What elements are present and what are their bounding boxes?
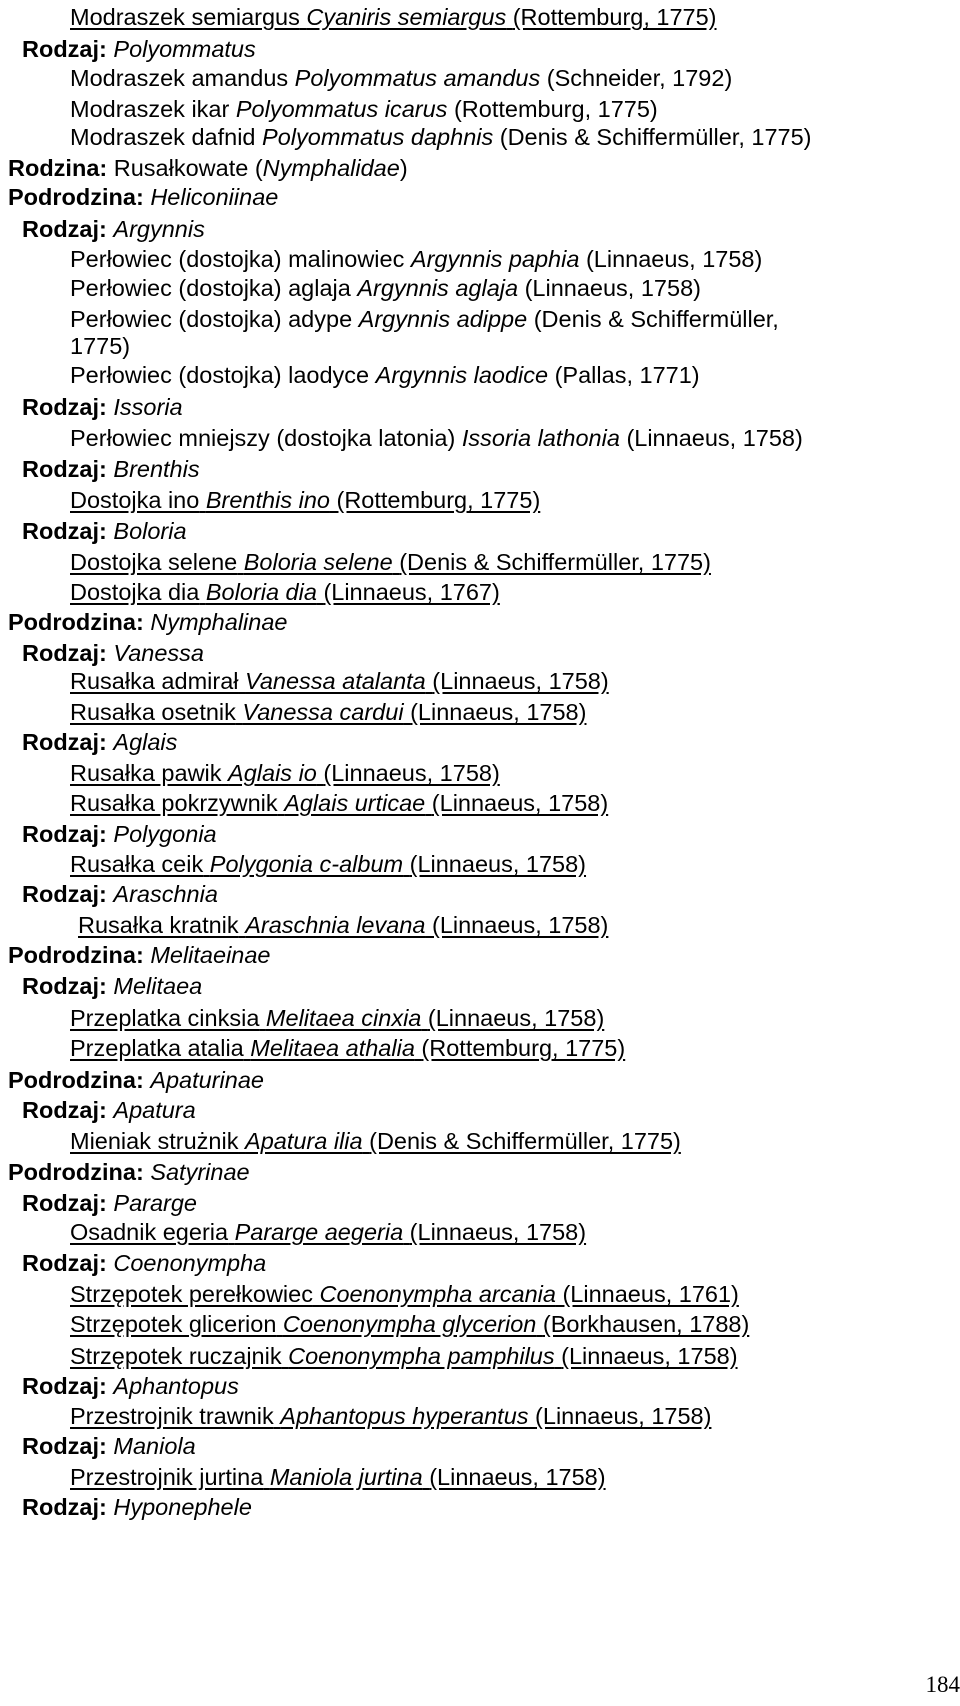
- genus-row: [22, 516, 187, 546]
- species-latin-name: Issoria lathonia: [461, 425, 620, 451]
- species-row: [70, 244, 762, 274]
- species-row: [70, 666, 609, 696]
- species-common-name: Rusałka pawik: [70, 760, 222, 786]
- species-entry: [70, 1005, 604, 1031]
- rank-label: Rodzaj:: [22, 394, 107, 420]
- rank-label: Rodzaj:: [22, 973, 107, 999]
- species-latin-name: Maniola jurtina: [269, 1464, 423, 1490]
- species-latin-name: Aglais urticae: [284, 790, 426, 816]
- species-entry: [70, 1281, 739, 1307]
- species-common-name: Przeplatka cinksia: [70, 1005, 260, 1031]
- species-entry: [70, 851, 586, 877]
- species-latin-name: Coenonympha pamphilus: [288, 1343, 555, 1369]
- species-author: (Rottemburg, 1775): [421, 1035, 626, 1061]
- genus-name: Polygonia: [113, 821, 217, 847]
- species-entry: [70, 65, 732, 91]
- genus-row: [22, 1095, 196, 1125]
- rank-label: Rodzaj:: [22, 1433, 107, 1459]
- continuation-row: [70, 331, 130, 361]
- genus-name: Coenonympha: [113, 1250, 267, 1276]
- species-common-name: Strzępotek glicerion: [70, 1311, 277, 1337]
- species-row: [70, 2, 717, 32]
- species-row: [70, 122, 812, 152]
- genus-row: [22, 454, 200, 484]
- species-row: [70, 849, 586, 879]
- genus-name: Hyponephele: [113, 1494, 252, 1520]
- rank-label: Rodzaj:: [22, 456, 107, 482]
- family-row: Rodzina: Rusałkowate (Nymphalidae): [8, 155, 408, 181]
- species-row: [70, 1401, 711, 1431]
- subfamily-row: [8, 940, 271, 970]
- genus-name: Argynnis: [113, 216, 205, 242]
- genus-row: [22, 727, 177, 757]
- rank-label: Rodzaj:: [22, 821, 107, 847]
- subfamily-name: Heliconiinae: [150, 184, 279, 210]
- species-latin-name: Vanessa atalanta: [245, 668, 426, 694]
- species-author: (Linnaeus, 1758): [432, 912, 609, 938]
- genus-name: Aphantopus: [113, 1373, 239, 1399]
- genus-name: Apatura: [113, 1097, 196, 1123]
- rank-label: Rodzaj:: [22, 1373, 107, 1399]
- species-common-name: Rusałka admirał: [70, 668, 239, 694]
- species-entry: [70, 4, 717, 30]
- subfamily-row: [8, 1065, 264, 1095]
- species-author: (Linnaeus, 1758): [626, 425, 803, 451]
- species-entry: [70, 760, 500, 786]
- species-latin-name: Polyommatus daphnis: [262, 124, 494, 150]
- species-entry: [78, 912, 608, 938]
- species-common-name: Dostojka ino: [70, 487, 200, 513]
- species-common-name: Mieniak strużnik: [70, 1128, 239, 1154]
- genus-name: Maniola: [113, 1433, 196, 1459]
- genus-name: Brenthis: [113, 456, 200, 482]
- species-row: [70, 1217, 586, 1247]
- species-common-name: Rusałka kratnik: [78, 912, 239, 938]
- species-common-name: Modraszek amandus: [70, 65, 289, 91]
- species-row: [70, 423, 803, 453]
- rank-label: Podrodzina:: [8, 609, 144, 635]
- species-entry: [70, 668, 609, 694]
- species-author: (Linnaeus, 1758): [524, 275, 701, 301]
- genus-name: Melitaea: [113, 973, 203, 999]
- rank-label: Podrodzina:: [8, 1067, 144, 1093]
- species-row: [70, 758, 500, 788]
- species-row: [78, 910, 608, 940]
- species-author: (Linnaeus, 1758): [410, 699, 587, 725]
- species-row: [70, 63, 732, 93]
- species-author: (Denis & Schiffermüller, 1775): [399, 549, 711, 575]
- species-entry: [70, 790, 608, 816]
- species-common-name: Perłowiec (dostojka) adype: [70, 306, 353, 332]
- species-common-name: Osadnik egeria: [70, 1219, 229, 1245]
- genus-row: [22, 34, 256, 64]
- species-latin-name: Coenonympha arcania: [319, 1281, 556, 1307]
- species-entry: [70, 425, 803, 451]
- rank-label: Rodzaj:: [22, 640, 107, 666]
- species-common-name: Rusałka osetnik: [70, 699, 236, 725]
- species-author: (Pallas, 1771): [554, 362, 700, 388]
- species-author: (Linnaeus, 1758): [429, 1464, 606, 1490]
- species-row: [70, 788, 608, 818]
- genus-row: [22, 1431, 196, 1461]
- species-entry: [70, 1035, 625, 1061]
- genus-row: [22, 1492, 252, 1522]
- species-row: [70, 1341, 738, 1371]
- species-entry: [70, 579, 500, 605]
- species-common-name: Perłowiec (dostojka) laodyce: [70, 362, 370, 388]
- rank-label: Rodzaj:: [22, 1250, 107, 1276]
- species-entry: [70, 362, 700, 388]
- genus-name: Araschnia: [113, 881, 218, 907]
- species-latin-name: Polyommatus amandus: [294, 65, 541, 91]
- species-common-name: Dostojka selene: [70, 549, 238, 575]
- species-author: (Linnaeus, 1758): [323, 760, 500, 786]
- rank-label: Rodzina:: [8, 155, 108, 181]
- species-entry: [70, 549, 711, 575]
- species-row: [70, 1279, 739, 1309]
- rank-label: Podrodzina:: [8, 184, 144, 210]
- species-author: (Linnaeus, 1758): [535, 1403, 712, 1429]
- species-row: [70, 304, 779, 334]
- species-common-name: Modraszek semiargus: [70, 4, 300, 30]
- genus-row: [22, 879, 218, 909]
- species-row: [70, 697, 586, 727]
- species-latin-name: Pararge aegeria: [234, 1219, 404, 1245]
- rank-label: Rodzaj:: [22, 216, 107, 242]
- rank-label: Rodzaj:: [22, 729, 107, 755]
- species-row: [70, 577, 500, 607]
- species-row: [70, 485, 540, 515]
- species-entry: [70, 1464, 606, 1490]
- genus-name: Polyommatus: [113, 36, 256, 62]
- species-common-name: Modraszek ikar: [70, 96, 230, 122]
- species-author: (Schneider, 1792): [546, 65, 733, 91]
- rank-label: Rodzaj:: [22, 1494, 107, 1520]
- subfamily-name: Apaturinae: [150, 1067, 264, 1093]
- genus-row: [22, 1371, 239, 1401]
- subfamily-name: Melitaeinae: [150, 942, 271, 968]
- species-common-name: Rusałka ceik: [70, 851, 204, 877]
- species-entry: [70, 96, 658, 122]
- species-author: (Linnaeus, 1758): [409, 1219, 587, 1245]
- species-latin-name: Argynnis aglaja: [357, 275, 519, 301]
- species-author: (Linnaeus, 1758): [431, 790, 609, 816]
- species-latin-name: Melitaea cinxia: [265, 1005, 422, 1031]
- species-latin-name: Melitaea athalia: [250, 1035, 415, 1061]
- species-latin-name: Vanessa cardui: [242, 699, 404, 725]
- species-author: (Linnaeus, 1758): [432, 668, 609, 694]
- species-author: (Rottemburg, 1775): [512, 4, 717, 30]
- species-author: (Linnaeus, 1758): [585, 246, 763, 272]
- species-latin-name: Argynnis paphia: [410, 246, 580, 272]
- species-entry: [70, 124, 812, 150]
- page-number: 184: [925, 1672, 960, 1697]
- species-entry: [70, 246, 762, 272]
- species-entry: [70, 306, 779, 332]
- species-author: (Linnaeus, 1758): [409, 851, 587, 877]
- species-common-name: Przeplatka atalia: [70, 1035, 244, 1061]
- species-author: (Denis & Schiffermüller, 1775): [499, 124, 812, 150]
- rank-label: Rodzaj:: [22, 1190, 107, 1216]
- species-common-name: Perłowiec (dostojka) malinowiec: [70, 246, 405, 272]
- genus-name: Pararge: [113, 1190, 197, 1216]
- species-latin-name: Aphantopus hyperantus: [280, 1403, 529, 1429]
- rank-label: Rodzaj:: [22, 881, 107, 907]
- species-author: (Linnaeus, 1758): [427, 1005, 605, 1031]
- species-author: (Denis & Schiffermüller,: [533, 306, 779, 332]
- species-latin-name: Polygonia c-album: [209, 851, 404, 877]
- species-row: [70, 273, 701, 303]
- genus-row: [22, 971, 202, 1001]
- species-common-name: Perłowiec mniejszy (dostojka latonia): [70, 425, 456, 451]
- genus-row: [22, 1188, 197, 1218]
- subfamily-row: [8, 607, 287, 637]
- species-common-name: Rusałka pokrzywnik: [70, 790, 278, 816]
- rank-label: Rodzaj:: [22, 518, 107, 544]
- subfamily-name: Nymphalinae: [150, 609, 288, 635]
- rank-label: Rodzaj:: [22, 36, 107, 62]
- species-latin-name: Brenthis ino: [205, 487, 330, 513]
- species-entry: [70, 487, 540, 513]
- species-author: (Rottemburg, 1775): [453, 96, 658, 122]
- species-row: [70, 1309, 749, 1339]
- species-entry: [70, 1403, 711, 1429]
- subfamily-row: [8, 1157, 250, 1187]
- species-row: [70, 1126, 681, 1156]
- species-latin-name: Apatura ilia: [245, 1128, 363, 1154]
- species-entry: [70, 1311, 749, 1337]
- species-author: (Borkhausen, 1788): [542, 1311, 750, 1337]
- rank-label: Podrodzina:: [8, 1159, 144, 1185]
- genus-row: [22, 638, 204, 668]
- species-author: (Rottemburg, 1775): [336, 487, 541, 513]
- species-latin-name: Argynnis adippe: [358, 306, 528, 332]
- species-common-name: Strzępotek ruczajnik: [70, 1343, 282, 1369]
- species-latin-name: Argynnis laodice: [375, 362, 549, 388]
- rank-label: Rodzaj:: [22, 1097, 107, 1123]
- species-common-name: Przestrojnik jurtina: [70, 1464, 264, 1490]
- species-common-name: Dostojka dia: [70, 579, 200, 605]
- rank-label: Podrodzina:: [8, 942, 144, 968]
- species-common-name: Strzępotek perełkowiec: [70, 1281, 313, 1307]
- subfamily-row: [8, 182, 278, 212]
- species-latin-name: Boloria dia: [205, 579, 317, 605]
- species-entry: [70, 699, 586, 725]
- genus-row: [22, 214, 205, 244]
- species-entry: [70, 1219, 586, 1245]
- species-row: [70, 547, 711, 577]
- species-entry: [70, 1128, 681, 1154]
- species-author: (Linnaeus, 1761): [562, 1281, 739, 1307]
- species-row: [70, 1033, 625, 1063]
- species-latin-name: Aglais io: [228, 760, 317, 786]
- species-common-name: Perłowiec (dostojka) aglaja: [70, 275, 351, 301]
- species-row: [70, 1003, 604, 1033]
- genus-name: Boloria: [113, 518, 187, 544]
- genus-row: [22, 392, 183, 422]
- genus-row: [22, 1248, 266, 1278]
- family-name: Rusałkowate: [113, 155, 249, 181]
- genus-name: Issoria: [113, 394, 183, 420]
- subfamily-name: Satyrinae: [150, 1159, 250, 1185]
- species-row: [70, 360, 700, 390]
- species-common-name: Przestrojnik trawnik: [70, 1403, 274, 1429]
- genus-name: Aglais: [113, 729, 178, 755]
- species-row: [70, 1462, 606, 1492]
- species-latin-name: Araschnia levana: [245, 912, 426, 938]
- species-row: [70, 94, 658, 124]
- species-author: (Linnaeus, 1758): [561, 1343, 738, 1369]
- species-latin-name: Boloria selene: [243, 549, 393, 575]
- species-author-continuation: 1775): [70, 333, 131, 359]
- species-latin-name: Coenonympha glycerion: [282, 1311, 537, 1337]
- genus-name: Vanessa: [113, 640, 204, 666]
- species-author: (Denis & Schiffermüller, 1775): [369, 1128, 681, 1154]
- species-entry: [70, 1343, 738, 1369]
- species-latin-name: Cyaniris semiargus: [306, 4, 507, 30]
- species-common-name: Modraszek dafnid: [70, 124, 256, 150]
- species-author: (Linnaeus, 1767): [323, 579, 500, 605]
- genus-row: [22, 819, 217, 849]
- species-entry: [70, 275, 701, 301]
- family-latin-name: Nymphalidae: [262, 155, 400, 181]
- species-latin-name: Polyommatus icarus: [235, 96, 448, 122]
